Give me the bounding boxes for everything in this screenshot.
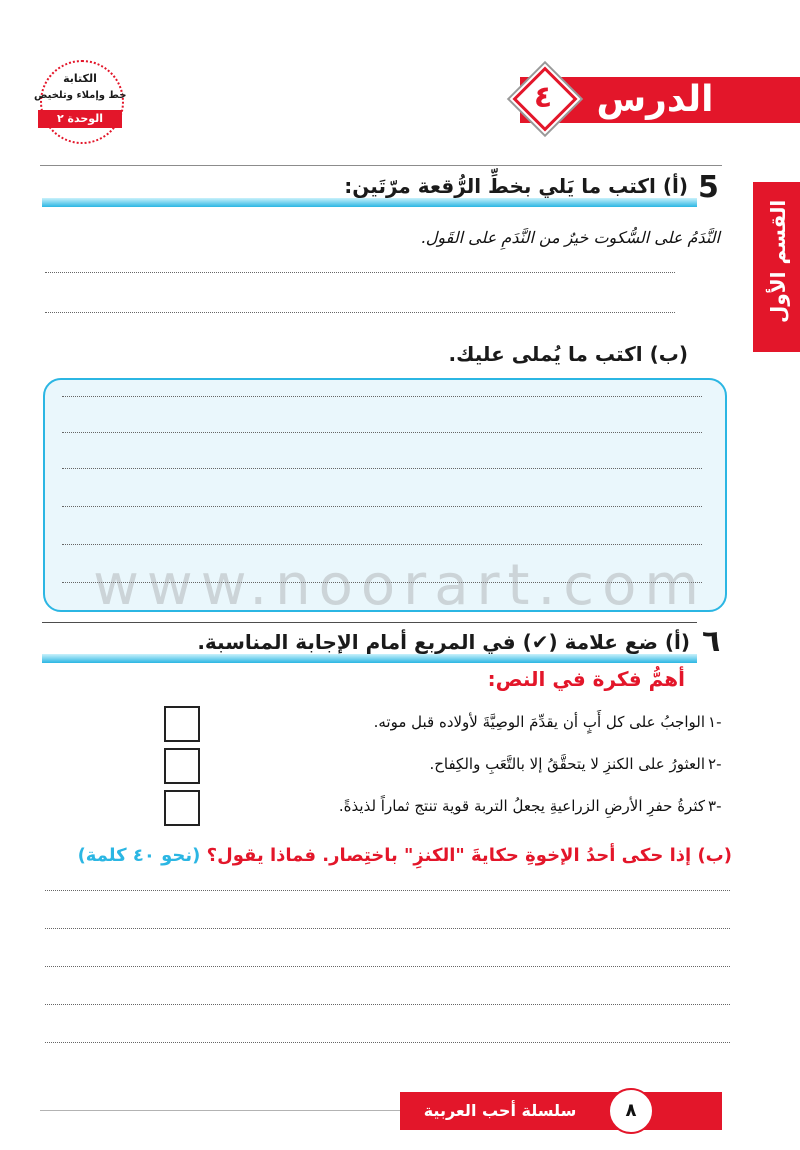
answer-checkbox[interactable]	[164, 748, 200, 784]
answer-line[interactable]	[45, 1042, 730, 1043]
page-number: ٨	[608, 1088, 654, 1134]
writing-line[interactable]	[45, 312, 675, 313]
dictation-line[interactable]	[62, 432, 702, 433]
watermark: www.noorart.com	[93, 553, 707, 618]
unit-label: الوحدة ٢	[38, 110, 122, 128]
section6-part-b-heading	[48, 845, 732, 866]
part-b-question: (ب) إذا حكى أحدُ الإخوةِ حكايةَ "الكنزِ" باختِصار. فماذا يقول؟	[206, 845, 732, 866]
dictation-line[interactable]	[62, 396, 702, 397]
lesson-title: الدرس	[596, 79, 714, 120]
choice-number: -١	[708, 713, 722, 731]
answer-line[interactable]	[45, 1004, 730, 1005]
section5-heading-bar	[42, 198, 697, 207]
choice-text: الواجبُ على كل أَبٍ أن يقدِّمَ الوصِيَّةَ لأولاده قبل موته.	[373, 713, 705, 731]
series-title: سلسلة أحب العربية	[423, 1101, 577, 1120]
answer-checkbox[interactable]	[164, 790, 200, 826]
unit-topics: خط وإملاء وتلخيص	[34, 90, 127, 101]
word-count-hint: (نحو ٤٠ كلمة)	[77, 845, 201, 866]
unit-badge	[34, 60, 127, 130]
section6-subheading: أهمُّ فكرة في النص:	[487, 667, 685, 691]
proverb-text: النَّدَمُ على السُّكوت خيرٌ من النَّدَمِ على القَول.	[420, 228, 720, 247]
choice-text: العثورُ على الكنزِ لا يتحقَّقُ إلا بالتَّعَبِ والكِفاح.	[429, 755, 705, 773]
dictation-line[interactable]	[62, 544, 702, 545]
lesson-number: ٤	[533, 80, 553, 115]
section5-part-b-heading: (ب) اكتب ما يُملى عليك.	[448, 342, 688, 366]
section6-heading-bar	[42, 654, 697, 663]
side-tab-label: القسم الأول	[766, 199, 790, 323]
choice-number: -٣	[708, 797, 722, 815]
answer-line[interactable]	[45, 928, 730, 929]
writing-line[interactable]	[45, 272, 675, 273]
unit-subject: الكتابة	[63, 72, 97, 85]
dictation-line[interactable]	[62, 468, 702, 469]
answer-line[interactable]	[45, 966, 730, 967]
answer-line[interactable]	[45, 890, 730, 891]
choice-text: كثرةُ حفرِ الأرضِ الزراعيةِ يجعلُ التربة قوية تنتج ثماراً لذيذةً.	[338, 797, 705, 815]
answer-checkbox[interactable]	[164, 706, 200, 742]
section6-top-rule	[42, 622, 697, 623]
choice-number: -٢	[708, 755, 722, 773]
header-divider	[40, 165, 722, 166]
footer-divider	[40, 1110, 400, 1111]
section6-number: ٦	[702, 624, 721, 659]
section5-part-a-heading: (أ) اكتب ما يَلي بخطِّ الرُّقعة مرّتَين:	[344, 174, 688, 198]
dictation-line[interactable]	[62, 506, 702, 507]
section5-number: 5	[698, 170, 719, 205]
section6-part-a-heading: (أ) ضع علامة (✔) في المربع أمام الإجابة المناسبة.	[197, 630, 690, 654]
